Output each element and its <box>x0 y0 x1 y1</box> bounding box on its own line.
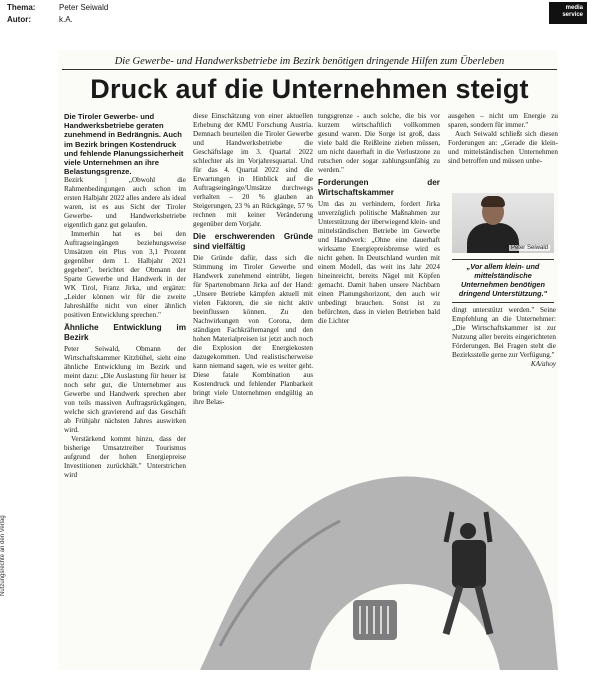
wrench-illustration <box>190 356 558 670</box>
article-kicker: Die Gewerbe- und Handwerksbetriebe im Bezirk benötigen dringende Hilfen zum Überleben <box>62 56 557 70</box>
autor-value: k.A. <box>59 15 73 24</box>
paragraph: Immerhin hat es bei den Auftragseingängen beziehungsweise Umsätzen ein Plus von 3,1 Prozent gegenüber dem 1. Halbjahr 2021 gegeben", berichtet der Obmann der Sparte Gewerbe und Handwerk in der WK Tirol, Franz Jirka, und ergänzt: „Leider können wir für die zweite Jahreshälfte nicht von einer ähnlich positiven Entwicklung sprechen." <box>64 230 186 320</box>
column-3 <box>318 112 440 326</box>
article-headline: Druck auf die Unternehmen steigt <box>90 74 529 104</box>
quote-rule-bottom <box>452 302 554 303</box>
print-header <box>0 0 595 30</box>
paragraph: dingt unterstützt werden." Seine Empfehlung an die Unternehmer: „Die Wirtschaftskammer ist zur Nutzung aller bereits eingerichteten Förderungen. Bei Fragen steht die Bezirksstelle gerne zur Verfügung." <box>452 306 556 359</box>
vertical-rights-note: Nutzungsrechte an den Verlag <box>0 515 6 596</box>
subheading: Ähnliche Entwicklung im Bezirk <box>64 323 186 342</box>
paragraph: diese Einschätzung von einer aktuellen Erhebung der KMU Forschung Austria. Demnach beurteilen die Tiroler Gewerbe und Handwerksbetriebe die Geschäftslage im 3. Quartal 2022 schlechter als im Vorjahresquartal. Und für das 4. Quartal 2022 sind die Erwartungen in Hinblick auf die Auftragseingänge/Umsätze durchwegs verhalten – 20 % glauben an Steigerungen, 23 % an Rückgänge, 57 % rechnen mit keiner Veränderung gegenüber dem Vorjahr. <box>193 112 313 228</box>
column-4 <box>448 112 558 166</box>
paragraph: ausgehen – nicht um Energie zu sparen, sondern für immer." <box>448 112 558 129</box>
subheading: Die erschwerenden Gründe sind vielfältig <box>193 232 313 251</box>
photo-caption: Peter Seiwald <box>510 245 548 251</box>
paragraph: Die Gründe dafür, dass sich die Stimmung im Tiroler Gewerbe und Handwerk zunehmend eintrübt, liegen für Spartenobmann Jirka auf der Hand: „Unsere Betriebe kämpfen aktuell mit vielen Faktoren, die sie nicht aktiv beeinflussen können. Zu den Nachwirkungen von Corona, dem ständigen Fachkräftemangel und den hohen Materialpreisen ist jetzt auch noch die Explosion der Energiekosten dazugekommen. Und realistischerweise kann niemand sagen, wie es weiter geht. Diese fatale Kombination aus Kostendruck und fehlender Planbarkeit bringt viele Unternehmen endgültig an ihre Belas- <box>193 254 313 406</box>
article-lead: Die Tiroler Gewerbe- und Handwerksbetriebe geraten zunehmend in Bedrängnis. Auch im Bezirk bringen Kostendruck und fehlende Planungssicherheit viele Unternehmen an ihre Belastungsgrenze. <box>64 112 184 177</box>
paragraph: Peter Seiwald, Obmann der Wirtschaftskammer Kitzbühel, sieht eine ähnliche Entwicklung im Bezirk und meint dazu: „Die Auslastung für heuer ist noch sehr gut, die Unternehmer aus Gewerbe und Handwerk sprechen aber von teils massiven Auftragsrückgängen, welche sich gravierend auf das Geschäft ab Frühjahr nächsten Jahres auswirken wird. <box>64 345 186 435</box>
thema-label: Thema: <box>7 3 36 12</box>
media-service-badge <box>549 2 587 24</box>
paragraph: tungsgrenze - auch solche, die bis vor kurzem wirtschaftlich vollkommen gesund waren. Die Sorge ist groß, dass viele bald die Reißleine ziehen müssen, um nicht dauerhaft in die Verlustzone zu rutschen oder sogar zahlungsunfähig zu werden." <box>318 112 440 174</box>
paragraph: Auch Seiwald schließt sich diesen Forderungen an: „Gerade die klein- und mittelständischen Unternehmen sind betroffen und müssen unbe- <box>448 130 558 165</box>
paragraph: Um das zu verhindern, fordert Jirka unverzüglich politische Maßnahmen zur Unterstützung der überwiegend klein- und mittelständischen Betriebe im Gewerbe und Handwerk: „Ohne eine dauerhaft wirksame Energiepreisbremse wird es nicht gehen. In Deutschland wurden mit einem Modell, das weit ins Jahr 2024 hineinreicht, bereits Nägel mit Köpfen gemacht. Damit haben unsere Nachbarn einen Planungshorizont, den auch wir unbedingt brauchen. Sonst ist zu befürchten, dass in vielen Betrieben bald die Lichter <box>318 200 440 325</box>
thema-value: Peter Seiwald <box>59 3 109 12</box>
quote-rule-top <box>452 259 554 260</box>
signature: KA/ahoy <box>530 360 556 368</box>
subheading: Forderungen der Wirtschaftskammer <box>318 178 440 197</box>
portrait-photo <box>452 193 554 253</box>
autor-row <box>7 15 73 25</box>
autor-label: Autor: <box>7 15 31 24</box>
badge-line-1: media <box>565 5 583 11</box>
pull-quote: „Vor allem klein- und mittelständische Unternehmen benötigen dringend Unterstützung." <box>458 262 548 298</box>
paragraph: Bezirk | „Obwohl die Rahmenbedingungen auch schon im ersten Halbjahr 2022 alles andere als ideal waren, ist es aus Sicht der Tiroler Gewerbe- und Handwerksbetriebe eigentlich ganz gut gelaufen. <box>64 176 186 230</box>
column-1 <box>64 112 186 480</box>
paragraph: Verstärkend kommt hinzu, dass der bisherige Umsatztreiber Tourismus aufgrund der hohen Energiepreise Investitionen zurückhält." Unterstrichen wird <box>64 435 186 480</box>
person-hair <box>481 196 505 207</box>
thema-row <box>7 3 108 13</box>
badge-line-2: service <box>562 12 583 18</box>
